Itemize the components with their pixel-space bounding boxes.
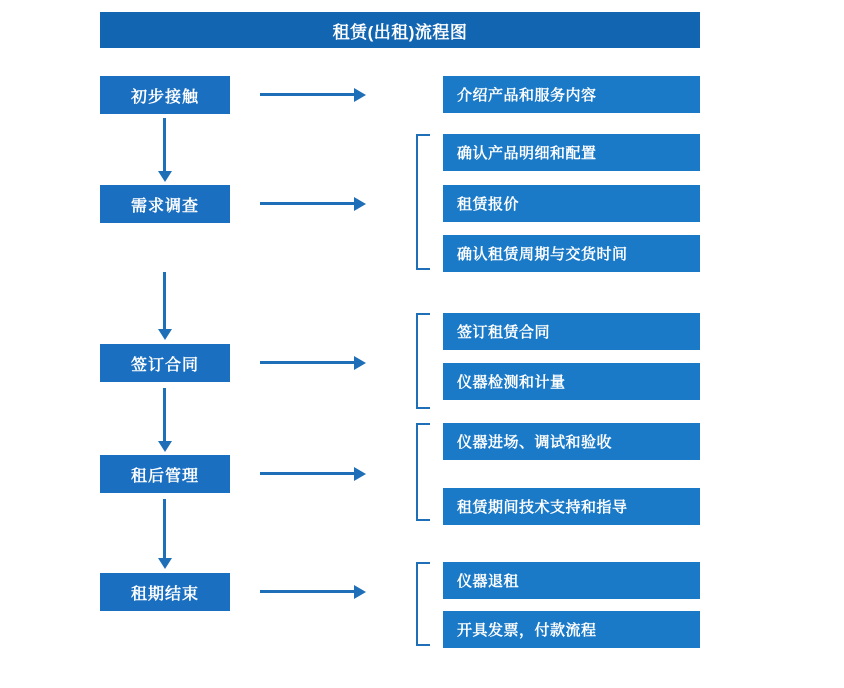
- detail-box-2[interactable]: 确认产品明细和配置: [443, 134, 700, 171]
- detail-box-9[interactable]: 仪器退租: [443, 562, 700, 599]
- arrow-stage-3-to-details: [260, 361, 355, 364]
- stage-box-5[interactable]: 租期结束: [100, 573, 230, 611]
- detail-box-7[interactable]: 仪器进场、调试和验收: [443, 423, 700, 460]
- arrow-stage-4-to-details: [260, 472, 355, 475]
- bracket-group-3: [416, 313, 430, 409]
- connector-stage-1-to-2: [163, 118, 166, 172]
- bracket-group-2: [416, 134, 430, 270]
- arrow-stage-5-to-details: [260, 590, 355, 593]
- detail-box-3[interactable]: 租赁报价: [443, 185, 700, 222]
- arrow-stage-1-to-details: [260, 93, 355, 96]
- connector-stage-4-to-5: [163, 499, 166, 559]
- connector-stage-2-to-3: [163, 272, 166, 330]
- arrow-stage-2-to-details: [260, 202, 355, 205]
- stage-box-1[interactable]: 初步接触: [100, 76, 230, 114]
- chart-title: 租赁(出租)流程图: [100, 12, 700, 48]
- detail-box-10[interactable]: 开具发票，付款流程: [443, 611, 700, 648]
- bracket-group-4: [416, 423, 430, 521]
- bracket-group-5: [416, 562, 430, 646]
- detail-box-5[interactable]: 签订租赁合同: [443, 313, 700, 350]
- stage-box-2[interactable]: 需求调查: [100, 185, 230, 223]
- stage-box-4[interactable]: 租后管理: [100, 455, 230, 493]
- stage-box-3[interactable]: 签订合同: [100, 344, 230, 382]
- detail-box-6[interactable]: 仪器检测和计量: [443, 363, 700, 400]
- detail-box-1[interactable]: 介绍产品和服务内容: [443, 76, 700, 113]
- detail-box-4[interactable]: 确认租赁周期与交货时间: [443, 235, 700, 272]
- detail-box-8[interactable]: 租赁期间技术支持和指导: [443, 488, 700, 525]
- connector-stage-3-to-4: [163, 388, 166, 442]
